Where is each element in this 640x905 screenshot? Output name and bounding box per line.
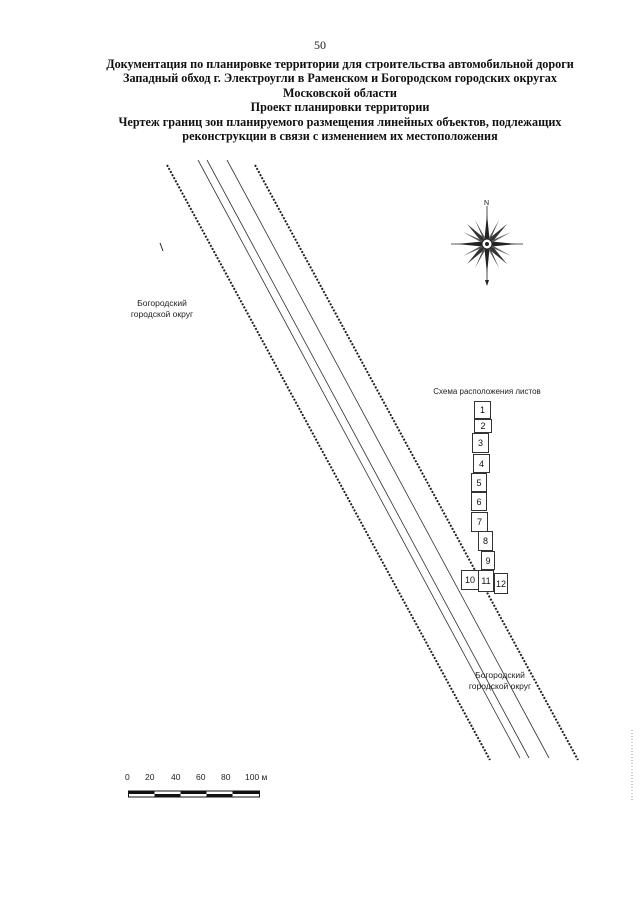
title-line-2: Западный обход г. Электроугли в Раменском и Богородском городских округах [123,71,557,86]
sheet-7[interactable]: 7 [471,512,488,532]
title-line-5: Чертеж границ зон планируемого размещения линейных объектов, подлежащих [118,114,562,129]
mark-left [160,243,163,251]
title-line-1: Документация по планировке территории для строительства автомобильной дороги [106,57,574,71]
sheet-9[interactable]: 9 [481,551,495,570]
zone-boundary-left [167,165,490,760]
sheet-12[interactable]: 12 [494,573,508,594]
compass-rose-icon [449,198,525,294]
sheet-2[interactable]: 2 [474,419,492,433]
sheet-11[interactable]: 11 [478,570,494,592]
sheet-3[interactable]: 3 [472,433,489,453]
sheet-6[interactable]: 6 [471,492,487,511]
scale-bar [128,790,260,798]
sheet-scheme-title: Схема расположения листов [433,387,541,396]
scale-tick-100: 100 м [245,772,268,782]
sheet-10[interactable]: 10 [461,570,479,590]
district-label-left: Богородский городской округ [130,298,194,319]
district-label-right: Богородский городской округ [468,670,532,691]
scale-tick-80: 80 [221,772,231,782]
title-line-6: реконструкции в связи с изменением их местоположения [182,129,498,144]
scale-tick-0: 0 [125,772,130,782]
sheet-8[interactable]: 8 [478,531,493,551]
scale-tick-60: 60 [196,772,206,782]
sheet-1[interactable]: 1 [474,401,491,419]
scale-tick-20: 20 [145,772,155,782]
sheet-5[interactable]: 5 [471,473,487,492]
title-line-3: Московской области [283,85,397,100]
compass-north-letter: N [484,200,490,207]
sheet-4[interactable]: 4 [473,454,490,473]
page-number: 50 [314,38,326,52]
scale-tick-40: 40 [171,772,181,782]
title-line-4: Проект планировки территории [250,100,430,115]
